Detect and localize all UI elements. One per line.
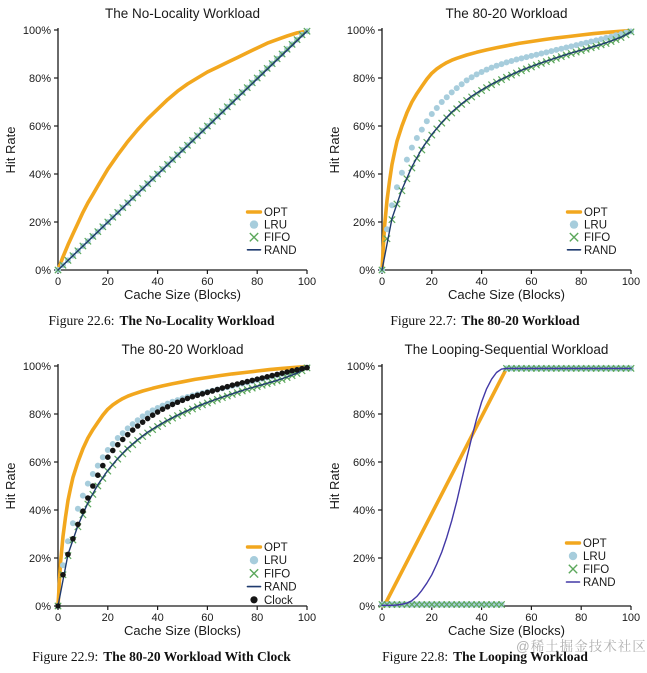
svg-text:0%: 0% xyxy=(358,264,375,277)
svg-text:0%: 0% xyxy=(35,264,51,277)
svg-text:40: 40 xyxy=(474,612,488,624)
svg-text:RAND: RAND xyxy=(264,244,297,257)
svg-text:100: 100 xyxy=(297,276,317,288)
svg-text:LRU: LRU xyxy=(264,219,288,232)
chart-title: The 80-20 Workload xyxy=(121,342,244,357)
svg-text:20%: 20% xyxy=(352,552,375,565)
legend xyxy=(248,542,297,607)
x-axis-label: Cache Size (Blocks) xyxy=(123,287,242,302)
svg-text:20%: 20% xyxy=(28,552,51,565)
figure-22-9 xyxy=(0,336,323,673)
svg-text:OPT: OPT xyxy=(583,207,608,219)
chart-title: The Looping-Sequential Workload xyxy=(404,342,608,357)
svg-text:FIFO: FIFO xyxy=(264,568,291,581)
watermark-text: @稀土掘金技术社区 xyxy=(516,639,647,654)
svg-text:80: 80 xyxy=(251,276,264,288)
caption-title: The 80-20 Workload xyxy=(461,313,580,328)
x-axis-label: Cache Size (Blocks) xyxy=(123,623,242,638)
svg-text:60: 60 xyxy=(201,276,214,288)
y-axis-label: Hit Rate xyxy=(326,462,342,510)
svg-text:40: 40 xyxy=(474,276,488,288)
svg-text:40%: 40% xyxy=(28,504,51,517)
svg-text:80: 80 xyxy=(574,612,587,624)
y-axis-label: Hit Rate xyxy=(326,126,342,174)
legend xyxy=(567,207,616,257)
svg-text:20: 20 xyxy=(101,612,114,624)
svg-text:0: 0 xyxy=(378,612,385,624)
svg-text:60%: 60% xyxy=(352,120,375,133)
svg-text:20: 20 xyxy=(425,276,438,288)
caption-title: The Looping Workload xyxy=(453,649,588,664)
svg-text:RAND: RAND xyxy=(264,581,297,594)
caption-title: The No-Locality Workload xyxy=(119,313,275,328)
svg-text:100: 100 xyxy=(297,612,317,624)
svg-text:OPT: OPT xyxy=(582,538,607,550)
svg-text:80%: 80% xyxy=(352,408,375,421)
svg-text:80%: 80% xyxy=(352,72,375,85)
svg-text:100%: 100% xyxy=(346,360,375,373)
svg-text:OPT: OPT xyxy=(264,542,288,554)
x-axis-label: Cache Size (Blocks) xyxy=(447,623,565,638)
caption-prefix: Figure 22.8: xyxy=(382,649,449,664)
figure-caption xyxy=(0,313,323,329)
chart-title: The 80-20 Workload xyxy=(444,6,568,21)
svg-text:100: 100 xyxy=(621,276,640,288)
svg-text:20: 20 xyxy=(425,612,438,624)
svg-text:RAND: RAND xyxy=(582,577,616,589)
svg-text:60: 60 xyxy=(524,612,538,624)
figure-22-7 xyxy=(323,0,647,336)
svg-text:0: 0 xyxy=(378,276,385,288)
svg-text:0: 0 xyxy=(54,276,62,288)
svg-text:40%: 40% xyxy=(352,504,375,517)
svg-text:Clock: Clock xyxy=(264,594,293,607)
figure-22-6 xyxy=(0,0,323,336)
svg-text:40%: 40% xyxy=(28,168,51,181)
svg-text:60%: 60% xyxy=(28,120,51,133)
chart-canvas-80-20-clock xyxy=(0,336,323,640)
caption-prefix: Figure 22.9: xyxy=(32,649,99,664)
svg-text:0: 0 xyxy=(54,612,62,624)
chart-title: The No-Locality Workload xyxy=(104,6,261,21)
svg-text:80: 80 xyxy=(574,276,587,288)
svg-text:100%: 100% xyxy=(346,24,375,37)
svg-text:LRU: LRU xyxy=(583,219,607,232)
caption-prefix: Figure 22.7: xyxy=(390,313,457,328)
x-axis-label: Cache Size (Blocks) xyxy=(447,287,565,302)
svg-text:80: 80 xyxy=(251,612,264,624)
svg-text:60: 60 xyxy=(524,276,538,288)
svg-text:40: 40 xyxy=(151,612,164,624)
svg-text:LRU: LRU xyxy=(264,555,288,568)
svg-text:FIFO: FIFO xyxy=(264,232,291,245)
svg-text:40%: 40% xyxy=(352,168,375,181)
svg-text:FIFO: FIFO xyxy=(582,564,609,576)
chart-canvas-80-20 xyxy=(324,0,647,304)
legend xyxy=(566,538,615,589)
figure-caption xyxy=(0,649,323,665)
svg-text:0%: 0% xyxy=(358,600,375,613)
svg-text:20: 20 xyxy=(101,276,114,288)
svg-text:60%: 60% xyxy=(28,456,51,469)
svg-text:60: 60 xyxy=(201,612,214,624)
svg-text:0%: 0% xyxy=(35,600,51,613)
svg-text:60%: 60% xyxy=(352,456,375,469)
caption-prefix: Figure 22.6: xyxy=(48,313,115,328)
figure-22-8 xyxy=(323,336,647,673)
y-axis-label: Hit Rate xyxy=(3,462,18,510)
svg-text:20%: 20% xyxy=(28,216,51,229)
chart-canvas-looping-sequential xyxy=(324,336,647,640)
svg-text:100: 100 xyxy=(621,612,640,624)
svg-text:80%: 80% xyxy=(28,72,51,85)
svg-text:100%: 100% xyxy=(22,24,51,37)
chart-canvas-no-locality xyxy=(0,0,323,304)
svg-text:LRU: LRU xyxy=(582,551,606,563)
figure-caption xyxy=(323,313,647,329)
caption-title: The 80-20 Workload With Clock xyxy=(103,649,291,664)
svg-text:20%: 20% xyxy=(352,216,375,229)
svg-text:80%: 80% xyxy=(28,408,51,421)
svg-text:FIFO: FIFO xyxy=(583,232,610,245)
svg-text:OPT: OPT xyxy=(264,207,288,219)
legend xyxy=(248,207,297,257)
svg-text:40: 40 xyxy=(151,276,164,288)
y-axis-label: Hit Rate xyxy=(3,126,18,174)
svg-text:100%: 100% xyxy=(22,360,51,373)
svg-text:RAND: RAND xyxy=(583,244,617,257)
